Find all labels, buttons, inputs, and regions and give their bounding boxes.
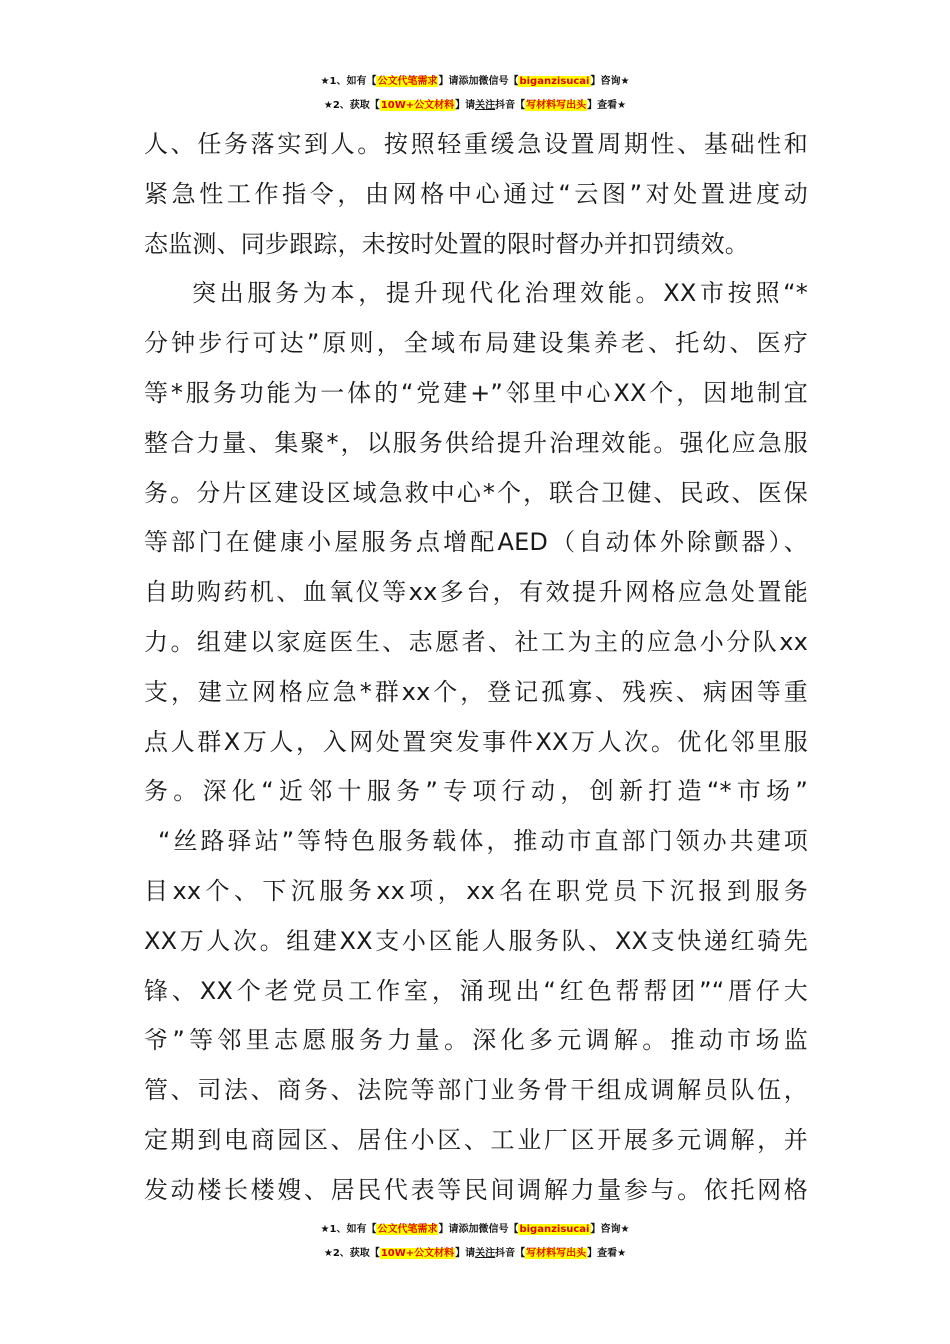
footer-line-2-suffix: 】查看★ — [587, 1248, 627, 1259]
header-line-2 — [0, 94, 950, 118]
header-line-1-emphasis: 添加 — [458, 76, 479, 87]
header-line-1-text-2: 微信号【 — [478, 76, 519, 87]
text-line: 紧急性工作指令，由网格中心通过“云图”对处置进度动 — [144, 179, 808, 208]
text-line: 态监测、同步跟踪，未按时处置的限时督办并扣罚绩效。 — [144, 229, 749, 258]
header-line-1 — [0, 70, 950, 94]
header-line-2-suffix: 】查看★ — [587, 100, 627, 111]
text-line: 务。分片区建设区域急救中心*个，联合卫健、民政、医保 — [144, 478, 808, 507]
header-line-2-highlight-1: 10W+公文材料 — [380, 100, 455, 111]
document-body — [144, 120, 808, 1216]
text-line: 锋、XX个老党员工作室，涌现出“红色帮帮团”“厝仔大 — [144, 976, 808, 1005]
text-line: 人、任务落实到人。按照轻重缓急设置周期性、基础性和 — [144, 130, 808, 158]
text-line: 突出服务为本，提升现代化治理效能。XX市按照“* — [192, 279, 808, 308]
footer-line-2-highlight-2: 写材料写出头 — [526, 1248, 587, 1259]
text-line: 力。组建以家庭医生、志愿者、社工为主的应急小分队xx — [144, 627, 808, 656]
text-line: 务。深化“近邻十服务”专项行动，创新打造“*市场” — [144, 777, 808, 806]
header-banner — [0, 70, 950, 118]
footer-line-2-text-1: 】请 — [455, 1248, 476, 1259]
text-line: 分钟步行可达”原则，全域布局建设集养老、托幼、医疗 — [144, 329, 808, 358]
footer-line-2-highlight-1: 10W+公文材料 — [380, 1248, 455, 1259]
text-line: 支，建立网格应急*群xx个，登记孤寡、残疾、病困等重 — [144, 677, 808, 706]
footer-line-1-highlight-2: biganzisucai — [519, 1224, 590, 1235]
footer-line-1-text-2: 微信号【 — [478, 1224, 519, 1235]
footer-line-1-suffix: 】咨询★ — [590, 1224, 630, 1235]
header-line-2-text-1: 】请 — [455, 100, 476, 111]
text-line: 等部门在健康小屋服务点增配AED（自动体外除颤器）、 — [144, 528, 808, 557]
footer-line-2-prefix: ★2、获取【 — [323, 1248, 380, 1259]
text-line: XX万人次。组建XX支小区能人服务队、XX支快递红骑先 — [144, 926, 808, 955]
text-line: 管、司法、商务、法院等部门业务骨干组成调解员队伍， — [144, 1076, 808, 1105]
text-line: 点人群X万人，入网处置突发事件XX万人次。优化邻里服 — [144, 727, 808, 756]
text-line: 目xx个、下沉服务xx项，xx名在职党员下沉报到服务 — [144, 876, 808, 905]
footer-line-2-text-2: 抖音【 — [495, 1248, 526, 1259]
header-line-1-highlight-1: 公文代笔需求 — [377, 76, 438, 87]
header-line-2-text-2: 抖音【 — [495, 100, 526, 111]
header-line-2-underlined: 关注 — [475, 100, 496, 111]
text-line: 整合力量、集聚*，以服务供给提升治理效能。强化应急服 — [144, 428, 808, 457]
header-line-2-highlight-2: 写材料写出头 — [526, 100, 587, 111]
footer-line-1-emphasis: 添加 — [458, 1224, 479, 1235]
footer-line-1-highlight-1: 公文代笔需求 — [377, 1224, 438, 1235]
header-line-1-suffix: 】咨询★ — [590, 76, 630, 87]
footer-line-2-underlined: 关注 — [475, 1248, 496, 1259]
footer-line-1-text-1: 】请 — [438, 1224, 459, 1235]
footer-line-1 — [0, 1218, 950, 1242]
header-line-2-prefix: ★2、获取【 — [323, 100, 380, 111]
text-line: 发动楼长楼嫂、居民代表等民间调解力量参与。依托网格 — [144, 1175, 808, 1204]
header-line-1-highlight-2: biganzisucai — [519, 76, 590, 87]
footer-banner — [0, 1218, 950, 1266]
header-line-1-prefix: ★1、如有【 — [320, 76, 377, 87]
text-line: 爷”等邻里志愿服务力量。深化多元调解。推动市场监 — [144, 1026, 808, 1055]
header-line-1-text-1: 】请 — [438, 76, 459, 87]
text-line: 等*服务功能为一体的“党建+”邻里中心XX个，因地制宜 — [144, 378, 808, 407]
footer-line-2 — [0, 1242, 950, 1266]
footer-line-1-prefix: ★1、如有【 — [320, 1224, 377, 1235]
text-line: “丝路驿站”等特色服务载体，推动市直部门领办共建项 — [158, 827, 808, 856]
text-line: 自助购药机、血氧仪等xx多台，有效提升网格应急处置能 — [144, 578, 808, 607]
text-line: 定期到电商园区、居住小区、工业厂区开展多元调解，并 — [144, 1125, 808, 1154]
